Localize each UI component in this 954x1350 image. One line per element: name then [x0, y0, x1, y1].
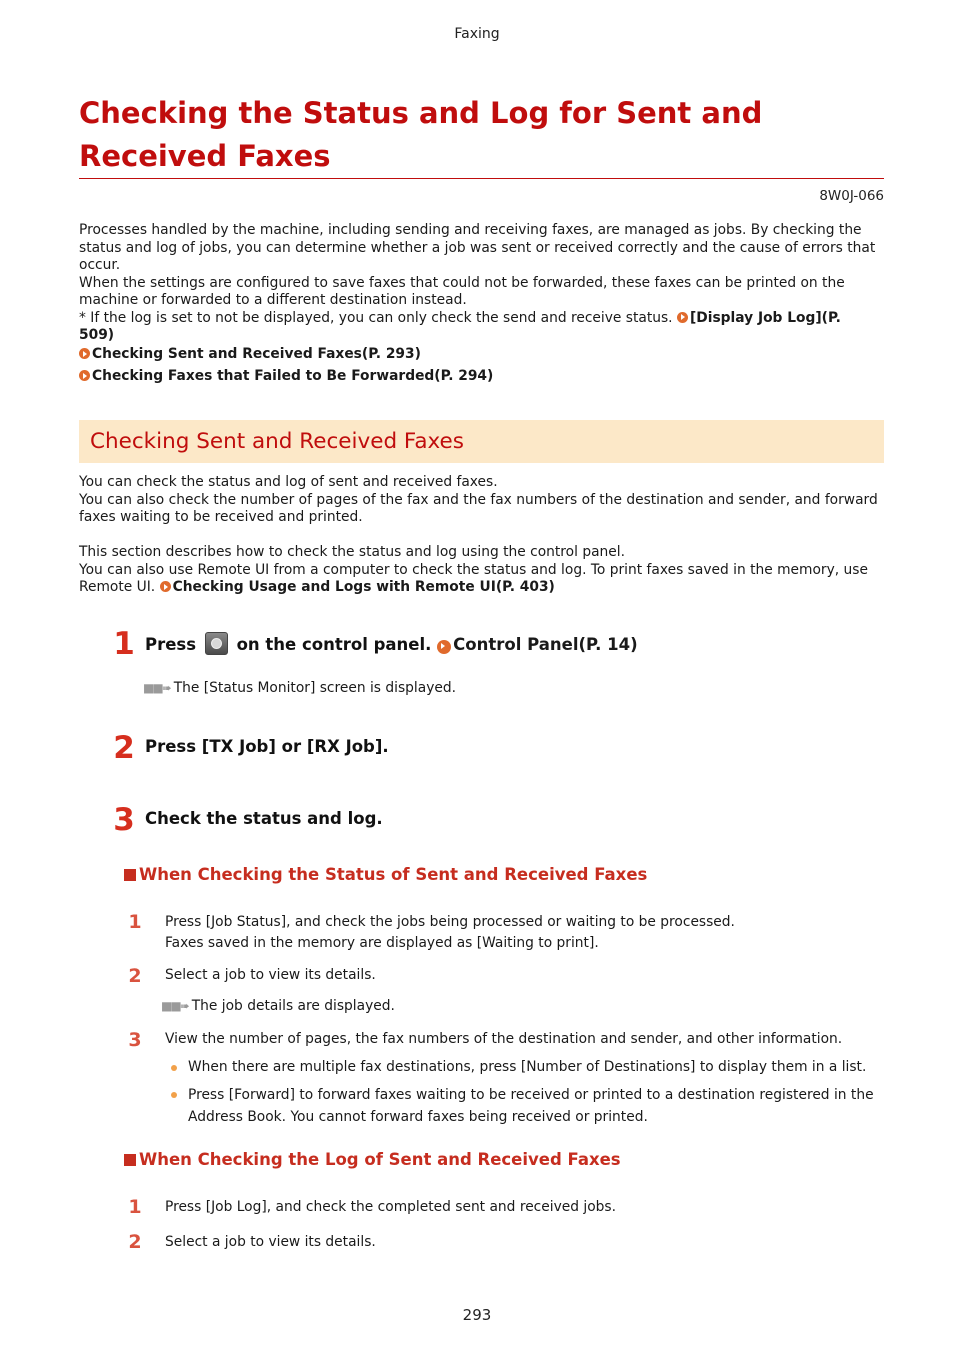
section-banner [79, 420, 884, 463]
bullet-dot-icon [171, 1065, 177, 1071]
step-2-instruction: Press [TX Job] or [RX Job]. [145, 737, 389, 756]
intro-paragraph-2: When the settings are configured to save faxes that could not be forwarded, these faxes can be printed on the machine or forwarded to a different destination instead. [79, 274, 845, 308]
substep-number: 1 [128, 1196, 142, 1218]
step-3-instruction: Check the status and log. [145, 809, 383, 828]
section-title: Checking Sent and Received Faxes [90, 429, 464, 454]
log-subheading-text: When Checking the Log of Sent and Received Faxes [139, 1150, 621, 1169]
log-substep-1: Press [Job Log], and check the completed sent and received jobs. [165, 1199, 616, 1215]
remote-ui-text: You can also use Remote UI from a computer to check the status and log. To print faxes saved in the memory, use Remote UI. [79, 561, 868, 595]
step-1-instruction [145, 632, 865, 656]
toc-link-checking-sent-received[interactable] [79, 346, 879, 364]
section-intro-2 [79, 544, 879, 597]
status-substep-1 [165, 912, 865, 954]
link-arrow-icon [79, 370, 90, 381]
status-substep-3: View the number of pages, the fax numbers of the destination and sender, and other information. [165, 1031, 843, 1047]
display-job-log-link-label: [Display Job Log](P. 509) [79, 309, 841, 343]
status-substep-1-line2: Faxes saved in the memory are displayed as [Waiting to print]. [165, 935, 599, 951]
substep-number: 1 [128, 911, 142, 933]
step-1-result [143, 680, 456, 696]
page-title: Checking the Status and Log for Sent and Received Faxes [79, 96, 763, 173]
page-number: 293 [462, 1306, 492, 1324]
log-subheading [124, 1150, 621, 1169]
section-intro-1 [79, 474, 879, 527]
step-number: 1 [113, 626, 135, 662]
remote-ui-link-label: Checking Usage and Logs with Remote UI(P. 403) [172, 579, 555, 595]
link-arrow-icon [160, 581, 171, 592]
section-paragraph-2: You can also check the number of pages of the fax and the fax numbers of the destination and sender, and forward faxes waiting to be received and printed. [79, 491, 878, 525]
log-substep-2: Select a job to view its details. [165, 1234, 376, 1250]
status-substep-2-result [161, 998, 395, 1014]
control-panel-link-label: Control Panel(P. 14) [453, 635, 638, 654]
document-code: 8W0J-066 [819, 188, 884, 204]
square-bullet-icon [124, 869, 136, 881]
status-substep-1-line1: Press [Job Status], and check the jobs being processed or waiting to be processed. [165, 914, 735, 930]
result-arrow-icon: ■■➠ [143, 681, 170, 695]
section-paragraph-1: You can check the status and log of sent and received faxes. [79, 474, 498, 490]
remote-ui-link[interactable] [160, 579, 555, 595]
section-paragraph-4 [79, 562, 879, 597]
status-subheading-text: When Checking the Status of Sent and Received Faxes [139, 865, 648, 884]
intro-text [79, 222, 879, 345]
substep-number: 2 [128, 965, 142, 987]
step-1-text-before: Press [145, 635, 197, 654]
toc-link-list [79, 346, 879, 386]
intro-paragraph-1: Processes handled by the machine, including sending and receiving faxes, are managed as jobs. By checking the status and log of jobs, you can determine whether a job was sent or received correctly and the cause of errors that occur. [79, 222, 876, 273]
status-substep-2: Select a job to view its details. [165, 967, 376, 983]
substep-number: 3 [128, 1029, 142, 1051]
result-arrow-icon: ■■➠ [161, 999, 188, 1013]
link-arrow-icon [437, 640, 451, 654]
link-arrow-icon [677, 312, 688, 323]
toc-link-label: Checking Faxes that Failed to Be Forwarded(P. 294) [92, 368, 494, 384]
control-panel-link[interactable] [437, 635, 637, 654]
step-number: 2 [113, 730, 135, 766]
bullet-dot-icon [171, 1092, 177, 1098]
section-paragraph-3: This section describes how to check the status and log using the control panel. [79, 544, 625, 560]
toc-link-label: Checking Sent and Received Faxes(P. 293) [92, 346, 421, 362]
title-divider [79, 178, 884, 179]
intro-note: * If the log is set to not be displayed, you can only check the send and receive status. [79, 309, 673, 326]
running-header: Faxing [454, 26, 500, 42]
substep-number: 2 [128, 1231, 142, 1253]
status-monitor-key-icon [205, 632, 228, 655]
square-bullet-icon [124, 1154, 136, 1166]
status-bullet-1: When there are multiple fax destinations, press [Number of Destinations] to display them in a list. [188, 1059, 867, 1075]
step-1-result-text: The [Status Monitor] screen is displayed. [173, 680, 457, 696]
step-number: 3 [113, 802, 135, 838]
toc-link-failed-forward[interactable] [79, 368, 879, 386]
link-arrow-icon [79, 348, 90, 359]
intro-paragraph-3 [79, 310, 879, 345]
status-bullet-2: Press [Forward] to forward faxes waiting to be received or printed to a destination registered in the Address Book. You cannot forward faxes being received or printed. [188, 1087, 874, 1125]
step-1-text-after: on the control panel. [236, 635, 432, 654]
status-subheading [124, 865, 647, 884]
status-substep-2-result-text: The job details are displayed. [191, 998, 395, 1014]
